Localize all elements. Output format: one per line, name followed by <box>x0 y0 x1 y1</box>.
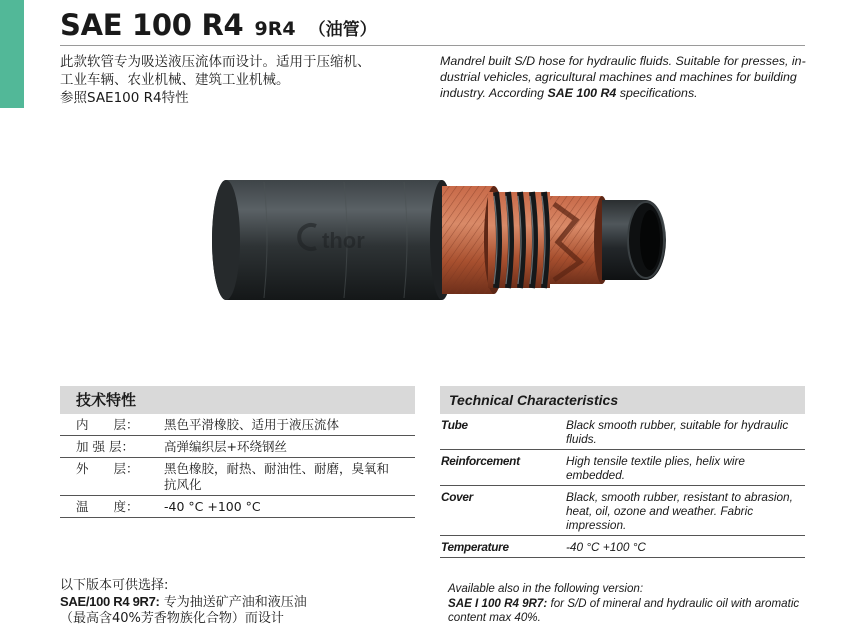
spec-value: -40 °C +100 °C <box>164 499 261 514</box>
spec-value: High tensile textile plies, helix wire embedded. <box>566 454 745 482</box>
spec-value: 高弹编织层+环绕钢丝 <box>164 439 287 454</box>
spec-value: Black, smooth rubber, resistant to abrasion, heat, oil, ozone and weather. Fabric impression. <box>566 490 793 532</box>
tech-heading-en: Technical Characteristics <box>440 386 805 414</box>
table-row <box>60 458 415 496</box>
intro-cn-line: 参照SAE100 R4特性 <box>60 90 189 106</box>
spec-label: 内 层： <box>76 417 139 432</box>
footer-en <box>448 582 808 626</box>
intro-en <box>440 53 812 101</box>
spec-value: Black smooth rubber, suitable for hydraulic fluids. <box>566 418 789 446</box>
spec-value: -40 °C +100 °C <box>566 540 646 554</box>
intro-en-line: dustrial vehicles, agricultural machines and machines for building <box>440 70 797 84</box>
intro-en-tail: specifications. <box>616 86 698 100</box>
intro-cn <box>60 53 420 107</box>
spec-label: 温 度： <box>76 499 139 514</box>
table-row <box>440 486 805 536</box>
intro-en-line: Mandrel built S/D hose for hydraulic fluids. Suitable for presses, in- <box>440 54 806 68</box>
footer-cn-line: （最高含40%芳香物族化合物）而设计 <box>60 611 284 626</box>
title-sub: 9R4 <box>254 18 296 40</box>
table-row <box>440 450 805 486</box>
table-row <box>60 436 415 458</box>
footer-cn-line: 以下版本可供选择: <box>60 578 169 593</box>
intro-cn-line: 此款软管专为吸送液压流体而设计。适用于压缩机、 <box>60 54 371 70</box>
intro-en-line <box>440 85 812 101</box>
table-row <box>60 496 415 518</box>
spec-table-cn <box>60 414 415 518</box>
footer-en-line <box>448 597 808 612</box>
page-title <box>60 8 377 42</box>
table-row <box>440 536 805 558</box>
spec-label: Tube <box>441 418 468 432</box>
spec-table-en <box>440 414 805 558</box>
spec-value: 黑色橡胶，耐热、耐油性、耐磨，臭氧和抗风化 <box>164 461 390 492</box>
footer-cn <box>60 578 430 627</box>
title-divider <box>60 45 805 46</box>
spec-value: 黑色平滑橡胶、适用于液压流体 <box>164 417 340 432</box>
hose-logo-text: thor <box>322 228 365 253</box>
table-row <box>440 414 805 450</box>
footer-en-desc: for S/D of mineral and hydraulic oil with aromatic <box>547 596 800 610</box>
title-paren: （油管） <box>308 20 377 40</box>
footer-cn-line <box>60 594 430 611</box>
footer-en-line: content max 40%. <box>448 611 541 624</box>
accent-tab <box>0 0 24 108</box>
footer-en-line: Available also in the following version: <box>448 582 644 595</box>
table-row <box>60 414 415 436</box>
intro-en-spec: SAE 100 R4 <box>547 86 617 100</box>
spec-label: Cover <box>441 490 473 504</box>
spec-label: 加 强 层： <box>76 439 134 454</box>
footer-cn-desc: 专为抽送矿产油和液压油 <box>159 595 307 610</box>
tech-heading-cn: 技术特性 <box>60 386 415 414</box>
intro-cn-line: 工业车辆、农业机械、建筑工业机械。 <box>60 72 290 88</box>
footer-cn-version: SAE/100 R4 9R7: <box>60 594 160 609</box>
footer-en-version: SAE I 100 R4 9R7: <box>448 596 548 610</box>
title-main: SAE 100 R4 <box>60 8 244 42</box>
spec-label: Temperature <box>441 540 509 554</box>
spec-label: 外 层： <box>76 461 139 476</box>
hose-cover-end <box>212 180 240 300</box>
intro-en-line-start: industry. According <box>440 86 548 100</box>
hose-product-image <box>204 170 684 310</box>
spec-label: Reinforcement <box>441 454 520 468</box>
